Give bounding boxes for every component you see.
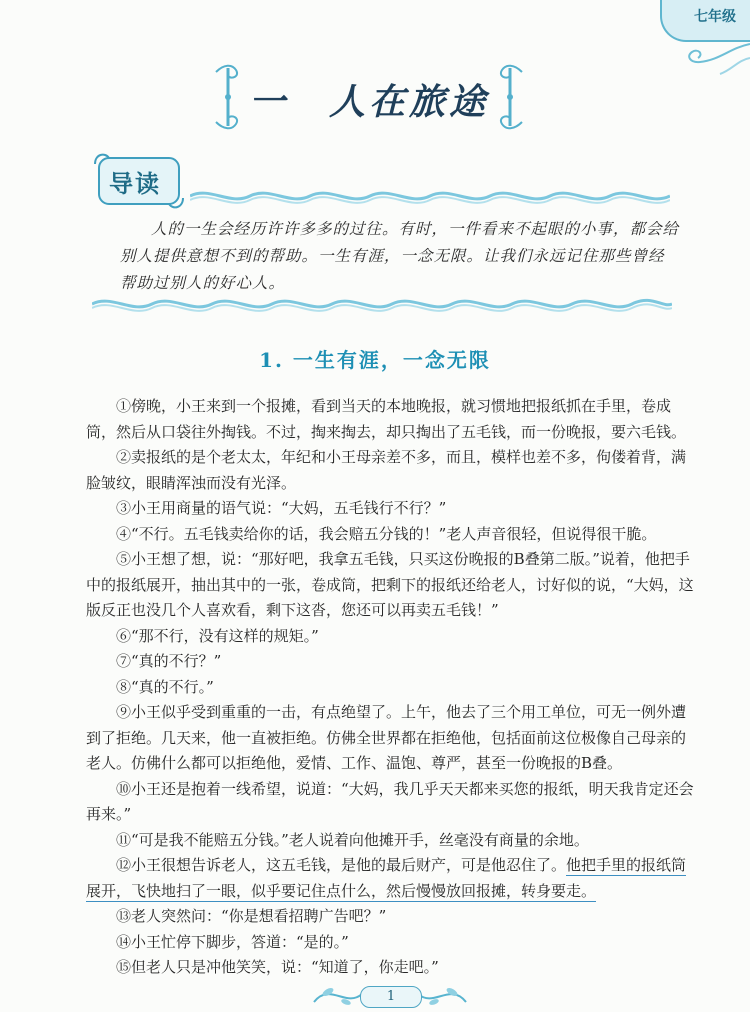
chapter-title-block (214, 62, 524, 132)
paragraph: ⑪“可是我不能赔五分钱。”老人说着向他摊开手，丝毫没有商量的余地。 (116, 830, 589, 849)
paragraph-12 (86, 853, 698, 904)
paragraph: ⑧“真的不行。” (116, 677, 214, 696)
wave-band-bottom (92, 294, 672, 314)
section-title: 1. 一生有涯，一念无限 (259, 348, 491, 372)
paragraph-12-plain: ⑫小王很想告诉老人，这五毛钱，是他的最后财产，可是他忍住了。 (116, 856, 567, 874)
paragraph: ⑦“真的不行？” (116, 652, 222, 670)
grade-tab (660, 0, 750, 42)
paragraph: ⑭小王忙停下脚步，答道：“是的。” (116, 932, 349, 951)
article-body (86, 394, 698, 981)
paragraph: ④“不行。五毛钱卖给你的话，我会赔五分钱的！”老人声音很轻，但说得很干脆。 (116, 524, 657, 543)
paragraph: ⑥“那不行，没有这样的规矩。” (116, 626, 319, 645)
paragraph: ⑩小王还是抱着一线希望，说道：“大妈，我几乎天天都来买您的报纸，明天我肯定还会再来。” (86, 779, 694, 823)
paragraph: ①傍晚，小王来到一个报摊，看到当天的本地晚报，就习惯地把报纸抓在手里，卷成筒，然后从口袋往外掏钱。不过，掏来掏去，却只掏出了五毛钱，而一份晚报，要六毛钱。 (86, 397, 687, 441)
paragraph: ⑬老人突然问：“你是想看招聘广告吧？” (116, 907, 387, 925)
paragraph: ⑨小王似乎受到重重的一击，有点绝望了。上午，他去了三个用工单位，可无一例外遭到了拒绝。几天来，他一直被拒绝。仿佛全世界都在拒绝他，包括面前这位极像自己母亲的老人。仿佛什么都可以拒绝他，爱情、工作、温饱、尊严，甚至一份晚报的B叠。 (86, 703, 687, 772)
grade-label: 七年级 (694, 9, 736, 25)
guide-label: 导读 (109, 169, 161, 198)
paragraph: ③小王用商量的语气说：“大妈，五毛钱行不行？” (116, 499, 447, 517)
wave-band-top (190, 186, 670, 206)
paragraph: ②卖报纸的是个老太太，年纪和小王母亲差不多，而且，模样也差不多，佝偻着背，满脸皱纹，眼睛浑浊而没有光泽。 (86, 448, 687, 492)
underlined-sentence: 他把手里的报纸筒展开，飞快地扫了一眼，似乎要记住点什么，然后慢慢放回报摊，转身要走。 (86, 856, 687, 900)
page-number: 1 (360, 986, 422, 1008)
paragraph: ⑮但老人只是冲他笑笑，说：“知道了，你走吧。” (116, 958, 439, 976)
guide-paragraph: 人的一生会经历许许多多的过往。有时，一件看来不起眼的小事，都会给别人提供意想不到的帮助。一生有涯，一念无限。让我们永远记住那些曾经帮助过别人的好心人。 (120, 220, 680, 292)
guide-badge (93, 150, 185, 212)
paragraph: ⑤小王想了想，说：“那好吧，我拿五毛钱，只买这份晚报的B叠第二版。”说着，他把手中的报纸展开，抽出其中的一张，卷成筒，把剩下的报纸还给老人，讨好似的说，“大妈，这版反正也没几个人喜欢看，剩下这沓，您还可以再卖五毛钱！” (86, 550, 694, 619)
corner-swirl-ornament (680, 40, 750, 80)
chapter-title: 一 人在旅途 (248, 81, 489, 123)
footer (310, 972, 470, 1012)
